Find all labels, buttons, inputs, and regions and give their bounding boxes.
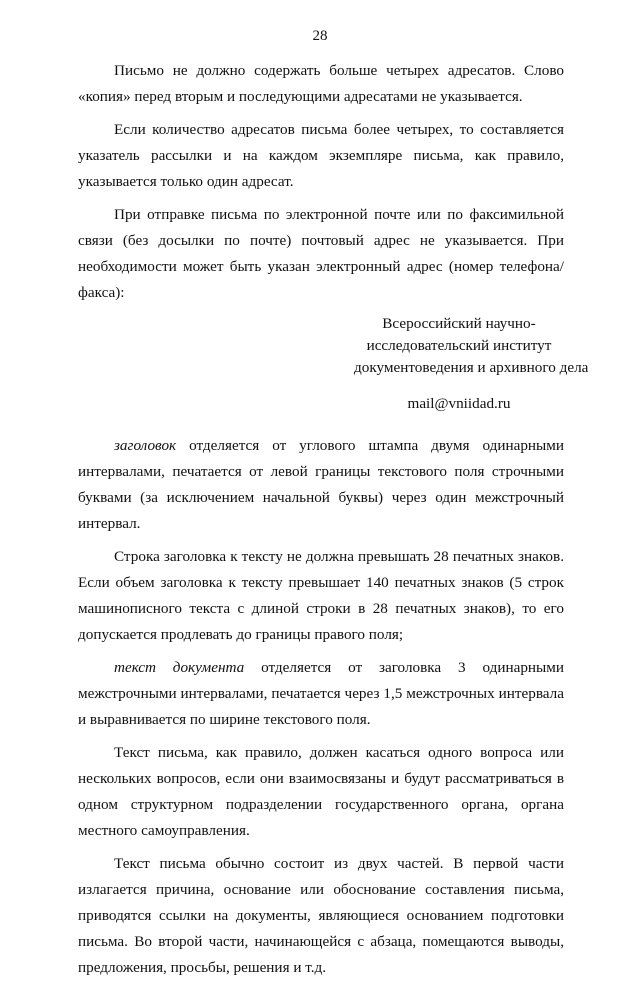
term-heading: заголовок xyxy=(114,437,177,454)
paragraph-letter-parts: Текст письма обычно состоит из двух частей. В первой части излагается причина, основание или обоснование составления письма, приводятся ссылки на документы, являющиеся основанием подготовки письма. Во второй части, начинающейся с абзаца, помещаются выводы, предложения, просьбы, решения и т.д. xyxy=(78,855,564,976)
address-line-2: исследовательский институт xyxy=(366,337,552,354)
paragraph-document-text-body: отделяется от заголовка 3 одинарными межстрочными интервалами, печатается через 1,5 межстрочных интервала и выравнивается по ширине текстового поля. xyxy=(78,659,564,728)
term-document-text: текст документа xyxy=(114,659,245,676)
address-email: mail@vniidad.ru xyxy=(407,395,511,412)
paragraph-distribution-list: Если количество адресатов письма более четырех, то составляется указатель рассылки и на каждом экземпляре письма, как правило, указывается только один адресат. xyxy=(78,121,564,190)
paragraph-letter-topic: Текст письма, как правило, должен касаться одного вопроса или нескольких вопросов, если они взаимосвязаны и будут рассматриваться в одном структурном подразделении государственного органа, органа местного самоуправления. xyxy=(78,744,564,839)
paragraph-document-text xyxy=(78,655,564,733)
paragraph-heading-rules-text: отделяется от углового штампа двумя одинарными интервалами, печатается от левой границы текстового поля строчными буквами (за исключением начальной буквы) через один межстрочный интервал. xyxy=(78,437,564,532)
address-line-1: Всероссийский научно- xyxy=(382,315,536,332)
paragraph-heading-rules xyxy=(78,433,564,537)
address-line-3: документоведения и архивного дела xyxy=(354,359,589,376)
paragraph-addressee-limit: Письмо не должно содержать больше четырех адресатов. Слово «копия» перед вторым и последующими адресатами не указывается. xyxy=(78,62,564,105)
address-block xyxy=(78,313,589,379)
document-body xyxy=(78,58,589,981)
page-number: 28 xyxy=(312,28,328,44)
paragraph-electronic-sending: При отправке письма по электронной почте или по факсимильной связи (без досылки по почте) почтовый адрес не указывается. При необходимости может быть указан электронный адрес (номер телефона/факса): xyxy=(78,206,564,301)
paragraph-heading-length: Строка заголовка к тексту не должна превышать 28 печатных знаков. Если объем заголовка к тексту превышает 140 печатных знаков (5 строк машинописного текста с длиной строки в 28 печатных знаков), то его допускается продлевать до границы правого поля; xyxy=(78,548,564,643)
